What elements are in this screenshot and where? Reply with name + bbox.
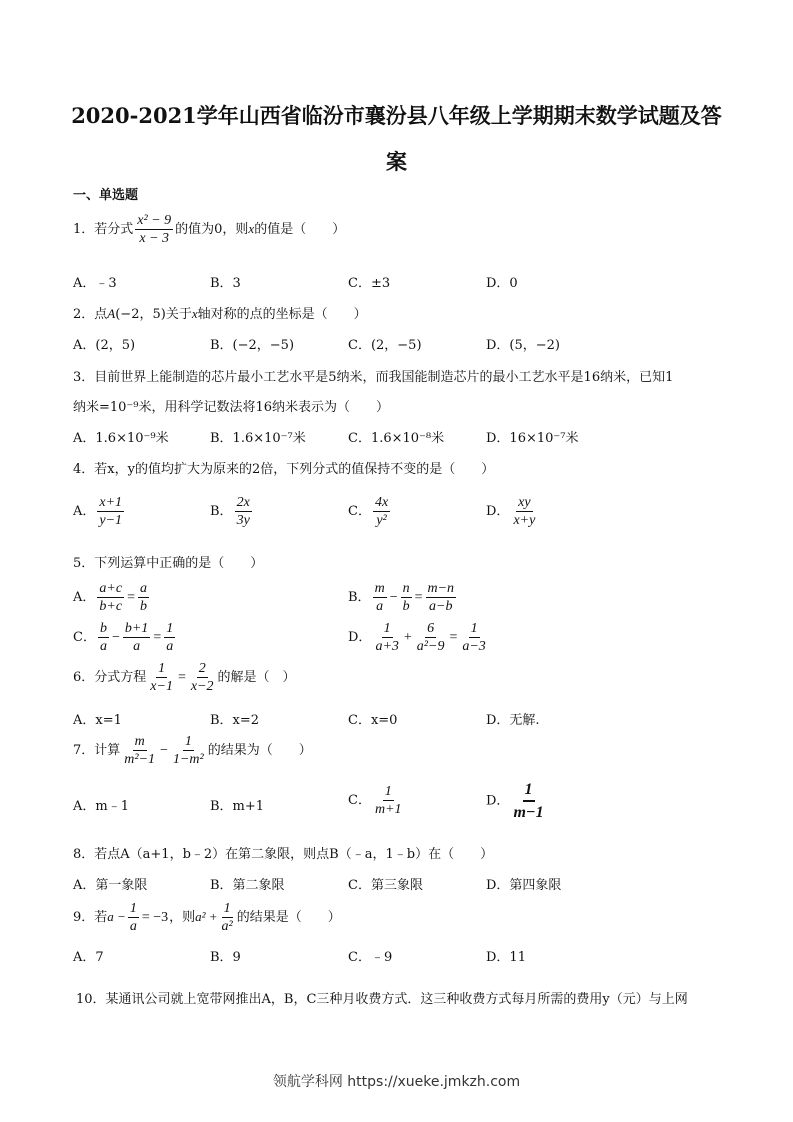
q4-option-c: C． $\frac{4x}{\text{y²}}$ <box>348 495 389 528</box>
q7-option-a: A．m﹣1 <box>73 799 129 814</box>
q3-option-c: C．1.6×10⁻⁸米 <box>348 431 445 446</box>
q2-option-b: B．(−2，−5) <box>210 338 295 353</box>
q8-option-a: A．第一象限 <box>73 878 148 893</box>
q2-option-a: A．(2，5) <box>73 338 136 353</box>
q3-option-a: A．1.6×10⁻⁹米 <box>73 431 169 446</box>
q3-option-b: B．1.6×10⁻⁷米 <box>210 431 306 446</box>
q2-option-d: D．(5，−2) <box>486 338 561 353</box>
q9-option-a: A．7 <box>73 950 104 965</box>
question-7: 7．计算 $\frac{m}{\text{m²−1}}$ − $\frac{1}{\text{1−m²}}$ 的结果为（ ） <box>73 734 312 767</box>
q7-option-c: C． $\frac{1}{m+1}$ <box>348 784 402 817</box>
q5-option-a: A． $\frac{a+c}{b+c}$ = $\frac{a}{b}$ <box>73 581 147 614</box>
question-10: 10．某通讯公司就上宽带网推出A，B，C三种月收费方式．这三种收费方式每月所需的费用y（元）与上网 <box>76 992 688 1007</box>
q7-option-d: D． $\frac{1}{m-1}$ <box>486 781 544 821</box>
q4-option-b: B． $\frac{2x}{3y}$ <box>210 495 250 528</box>
q9-option-c: C．﹣9 <box>348 950 393 965</box>
q5-option-b: B． $\frac{m}{a}$ − $\frac{n}{b}$ = $\frac{m-n}{a-b}$ <box>348 581 455 614</box>
q4-option-a: A． $\frac{x+1}{y-1}$ <box>73 495 123 528</box>
q8-option-c: C．第三象限 <box>348 878 423 893</box>
question-1: 1．若分式 $\frac{\text{x² − 9}}{x - 3}$ 的值为0，则x的值是（ ） <box>73 213 346 246</box>
page-footer-watermark: 领航学科网 https://xueke.jmkzh.com <box>272 1074 521 1090</box>
q8-option-d: D．第四象限 <box>486 878 562 893</box>
document-title-line1: 2020-2021学年山西省临汾市襄汾县八年级上学期期末数学试题及答 <box>71 103 722 128</box>
q9-option-b: B．9 <box>210 950 241 965</box>
q5-option-c: C． $\frac{b}{a}$ − $\frac{b+1}{a}$ = $\frac{1}{a}$ <box>73 621 174 654</box>
q6-option-a: A．x=1 <box>73 713 122 728</box>
question-3-line1: 3．目前世界上能制造的芯片最小工艺水平是5纳米，而我国能制造芯片的最小工艺水平是16纳米，已知1 <box>73 370 674 385</box>
question-6: 6．分式方程 $\frac{1}{x-1}$ = $\frac{2}{x-2}$ 的解是（ ） <box>73 661 296 694</box>
q7-option-b: B．m+1 <box>210 799 265 814</box>
document-title-line2: 案 <box>386 149 407 174</box>
fraction: $\frac{\text{x² − 9}}{x - 3}$ <box>137 213 172 246</box>
question-8: 8．若点A（a+1，b﹣2）在第二象限，则点B（﹣a，1﹣b）在（ ） <box>73 847 494 862</box>
q9-option-d: D．11 <box>486 950 526 965</box>
question-9: 9．若a − $\frac{1}{a}$ = −3，则a² + $\frac{1}{\text{a²}}$ 的结果是（ ） <box>73 901 341 934</box>
q6-option-d: D．无解. <box>486 713 540 728</box>
q8-option-b: B．第二象限 <box>210 878 285 893</box>
q2-option-c: C．(2，−5) <box>348 338 422 353</box>
q1-option-d: D．0 <box>486 276 518 291</box>
q6-option-c: C．x=0 <box>348 713 398 728</box>
section-heading: 一、单选题 <box>73 188 139 203</box>
q5-option-d: D． $\frac{1}{a+3}$ + $\frac{6}{\text{a²−9}}$ = $\frac{1}{a-3}$ <box>348 621 486 654</box>
q1-option-c: C．±3 <box>348 276 391 291</box>
question-3-line2: 纳米=10⁻⁹米，用科学记数法将16纳米表示为（ ） <box>73 400 390 415</box>
q1-option-a: A．﹣3 <box>73 276 117 291</box>
q1-option-b: B．3 <box>210 276 241 291</box>
question-4: 4．若x，y的值均扩大为原来的2倍，下列分式的值保持不变的是（ ） <box>73 462 495 477</box>
q4-option-d: D． $\frac{xy}{x+y}$ <box>486 495 536 528</box>
question-5: 5．下列运算中正确的是（ ） <box>73 556 264 571</box>
question-2: 2．点A(−2，5)关于x轴对称的点的坐标是（ ） <box>73 306 367 322</box>
q6-option-b: B．x=2 <box>210 713 260 728</box>
q3-option-d: D．16×10⁻⁷米 <box>486 431 579 446</box>
